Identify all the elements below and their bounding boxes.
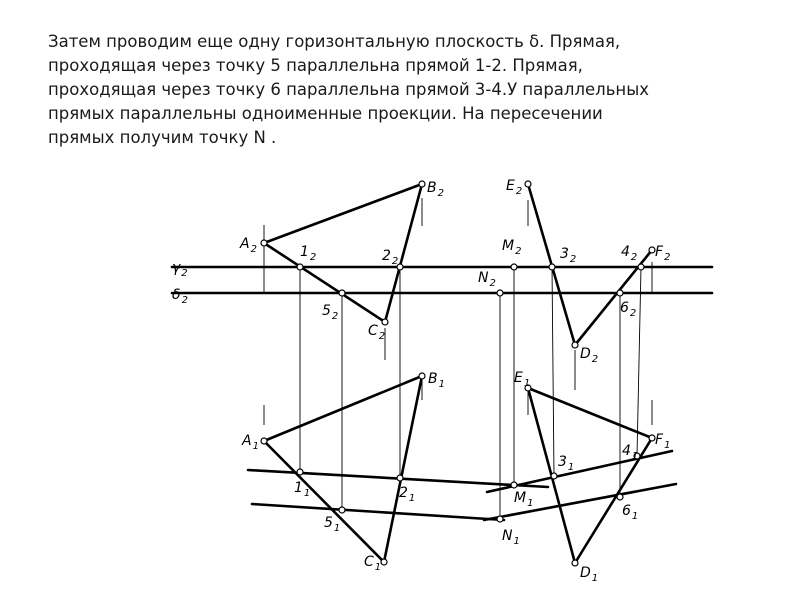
- point-six1: [617, 494, 623, 500]
- line-a1-c1: [264, 441, 384, 562]
- link-4: [637, 267, 641, 456]
- point-b1: [419, 373, 425, 379]
- label-five1: $5_1$: [324, 515, 341, 534]
- label-e2: $E_2$: [506, 178, 523, 197]
- label-e1: $E_1$: [514, 370, 531, 389]
- label-c1: $C_1$: [364, 554, 382, 573]
- point-n1: [497, 516, 503, 522]
- line-5-n-horizontal: [252, 504, 504, 520]
- text-line-5: прямых получим точку N .: [48, 128, 277, 147]
- label-four1: $4_1$: [622, 443, 639, 462]
- label-n1: $N_1$: [502, 528, 520, 547]
- label-f1: $F_1$: [655, 432, 671, 451]
- point-one2: [297, 264, 303, 270]
- point-d2: [572, 342, 578, 348]
- label-four2: $4_2$: [621, 244, 638, 263]
- line-b1-c1: [384, 376, 422, 562]
- label-two1: $2_1$: [399, 485, 416, 504]
- label-one1: $1_1$: [294, 480, 311, 499]
- label-five2: $5_2$: [322, 303, 339, 322]
- point-d1: [572, 560, 578, 566]
- label-gamma2: $\gamma_2$: [172, 260, 188, 279]
- label-six1: $6_1$: [622, 503, 639, 522]
- label-b1: $B_1$: [428, 371, 445, 390]
- label-a2: $A_2$: [240, 236, 257, 255]
- point-m1: [511, 482, 517, 488]
- label-d1: $D_1$: [580, 565, 599, 584]
- point-e2: [525, 181, 531, 187]
- point-c2: [382, 319, 388, 325]
- point-n2: [497, 290, 503, 296]
- figure-lines: [172, 184, 712, 563]
- point-c1: [381, 559, 387, 565]
- text-line-4: прямых параллельны одноименные проекции. На пересечении: [48, 104, 603, 123]
- point-b2: [419, 181, 425, 187]
- point-five2: [339, 290, 345, 296]
- label-two2: $2_2$: [382, 248, 399, 267]
- link-3: [552, 267, 554, 476]
- label-one2: $1_2$: [300, 244, 317, 263]
- point-three2: [549, 264, 555, 270]
- point-two1: [397, 475, 403, 481]
- label-f2: $F_2$: [655, 244, 671, 263]
- text-line-1: Затем проводим еще одну горизонтальную плоскость δ. Прямая,: [48, 32, 621, 51]
- label-a1: $A_1$: [242, 433, 259, 452]
- label-m1: $M_1$: [514, 490, 534, 509]
- line-e1-f1: [528, 388, 652, 438]
- label-three1: $3_1$: [558, 454, 575, 473]
- text-line-3: проходящая через точку 6 параллельна прямой 3-4.У параллельных: [48, 80, 650, 99]
- point-one1: [297, 469, 303, 475]
- label-six2: $6_2$: [620, 300, 637, 319]
- label-n2: $N_2$: [478, 270, 496, 289]
- label-d2: $D_2$: [580, 346, 599, 365]
- line-a1-b1: [264, 376, 422, 441]
- label-delta2: $\delta_2$: [172, 287, 188, 306]
- label-three2: $3_2$: [560, 246, 577, 265]
- point-five1: [339, 507, 345, 513]
- line-a2-b2: [264, 184, 422, 243]
- label-m2: $M_2$: [502, 238, 522, 257]
- text-line-2: проходящая через точку 5 параллельна прямой 1-2. Прямая,: [48, 56, 583, 75]
- point-a2: [261, 240, 267, 246]
- point-three1: [551, 473, 557, 479]
- point-a1: [261, 438, 267, 444]
- line-6-n-horizontal: [484, 484, 676, 520]
- point-four2: [638, 264, 644, 270]
- label-b2: $B_2$: [427, 180, 444, 199]
- label-c2: $C_2$: [368, 323, 386, 342]
- point-six2: [617, 290, 623, 296]
- point-m2: [511, 264, 517, 270]
